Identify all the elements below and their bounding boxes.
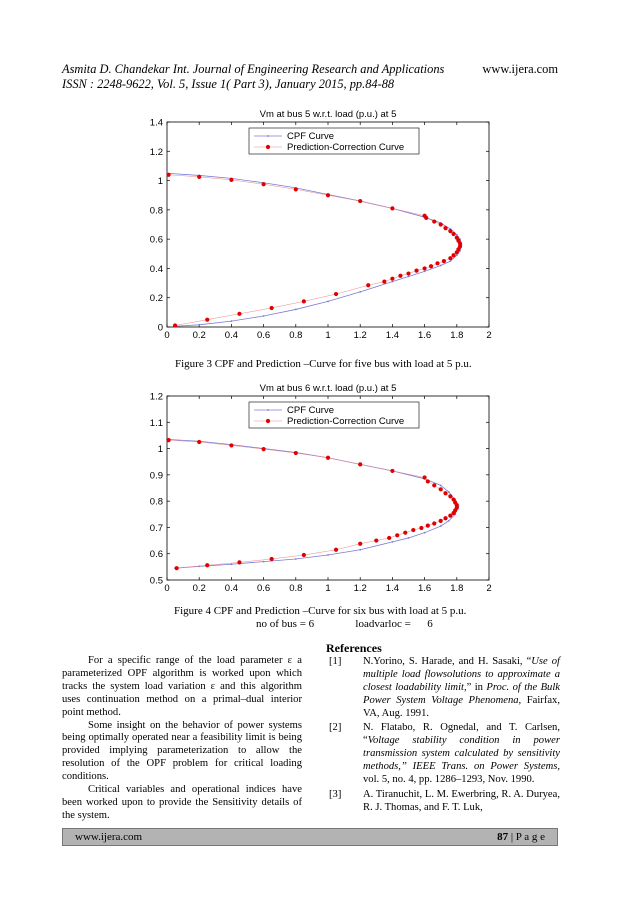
cpf-curve-line: [167, 173, 462, 326]
reference-number: [3]: [329, 788, 342, 800]
prediction-correction-point: [167, 438, 171, 442]
prediction-correction-point: [448, 256, 452, 260]
cpf-point: [263, 561, 265, 563]
y-tick-label: 1.1: [149, 417, 163, 429]
cpf-point: [424, 532, 426, 534]
cpf-point: [440, 265, 442, 267]
prediction-correction-point: [395, 533, 399, 537]
reference-rest: , Fairfax, VA, Aug. 1991.: [363, 694, 560, 719]
prediction-correction-line: [169, 175, 460, 326]
prediction-correction-point: [455, 250, 459, 254]
x-tick-label: 1.4: [385, 583, 400, 593]
reference-number: [1]: [329, 655, 342, 667]
prediction-correction-point: [237, 560, 241, 564]
prediction-correction-point: [439, 222, 443, 226]
prediction-correction-point: [205, 563, 209, 567]
y-tick-label: 0.4: [149, 263, 163, 275]
cpf-point: [359, 549, 361, 551]
prediction-correction-point: [426, 523, 430, 527]
prediction-correction-point: [423, 475, 427, 479]
prediction-correction-point: [366, 283, 370, 287]
y-tick-label: 0: [157, 322, 163, 334]
y-tick-label: 0.8: [149, 205, 163, 217]
prediction-correction-point: [262, 447, 266, 451]
y-tick-label: 1: [157, 176, 163, 188]
cpf-point: [408, 276, 410, 278]
x-tick-label: 2: [486, 583, 492, 593]
cpf-point: [448, 491, 450, 493]
prediction-correction-line: [169, 440, 457, 568]
cpf-point: [392, 281, 394, 283]
x-tick-label: 0.2: [192, 583, 206, 593]
prediction-correction-point: [382, 280, 386, 284]
cpf-point: [327, 554, 329, 556]
figure4-chart: [118, 378, 518, 593]
x-tick-label: 1.8: [450, 583, 464, 593]
legend-pc-label: Prediction-Correction Curve: [287, 416, 405, 427]
cpf-point: [263, 315, 265, 317]
y-tick-label: 0.9: [149, 470, 163, 482]
prediction-correction-point: [419, 526, 423, 530]
prediction-correction-point: [167, 173, 171, 177]
issn-line: ISSN : 2248-9622, Vol. 5, Issue 1( Part 3), January 2015, pp.84-88: [62, 77, 395, 91]
reference-venue: Proc. of the Bulk Power System Voltage Phenomena: [363, 681, 560, 706]
reference-number: [2]: [329, 722, 342, 734]
reference-authors: N.Yorino, S. Harade, and H. Sasaki, “: [363, 655, 532, 667]
prediction-correction-point: [374, 538, 378, 542]
x-tick-label: 2: [486, 330, 492, 341]
prediction-correction-point: [334, 548, 338, 552]
cpf-point: [231, 563, 233, 565]
prediction-correction-point: [302, 299, 306, 303]
x-tick-label: 0: [164, 330, 170, 341]
y-tick-label: 0.7: [149, 522, 163, 534]
paragraph-3: Critical variables and operational indices have been worked upon to provide the Sensitivity details of the system.: [62, 784, 302, 821]
prediction-correction-point: [294, 451, 298, 455]
cpf-point: [392, 541, 394, 543]
prediction-correction-point: [414, 269, 418, 273]
reference-item: [326, 789, 560, 815]
prediction-correction-point: [429, 264, 433, 268]
prediction-correction-point: [403, 531, 407, 535]
prediction-correction-point: [448, 229, 452, 233]
cpf-point: [295, 558, 297, 560]
prediction-correction-point: [423, 266, 427, 270]
cpf-point: [198, 324, 200, 326]
references-section: [326, 642, 560, 817]
prediction-correction-point: [443, 516, 447, 520]
prediction-correction-point: [358, 199, 362, 203]
cpf-point: [456, 254, 458, 256]
cpf-point: [448, 520, 450, 522]
x-tick-label: 1.6: [417, 330, 432, 341]
x-tick-label: 1: [325, 330, 331, 341]
prediction-correction-point: [432, 483, 436, 487]
x-tick-label: 1.2: [353, 330, 367, 341]
prediction-correction-point: [205, 318, 209, 322]
prediction-correction-point: [294, 187, 298, 191]
prediction-correction-point: [451, 232, 455, 236]
prediction-correction-point: [451, 253, 455, 257]
paragraph-2: Some insight on the behavior of power systems being optimally operated near a feasibility limit is being provided implying parameterization to allow the resolution of the OPF problem for critical loading conditions.: [62, 719, 302, 783]
prediction-correction-point: [432, 521, 436, 525]
reference-title: Use of multiple load flowsolutions to approximate a closest loadability limit,: [363, 655, 560, 693]
prediction-correction-point: [390, 469, 394, 473]
legend-pc-label: Prediction-Correction Curve: [287, 142, 405, 153]
prediction-correction-point: [398, 274, 402, 278]
y-tick-label: 1.2: [149, 391, 163, 403]
reference-item: [326, 722, 560, 787]
cpf-point: [424, 270, 426, 272]
reference-text: A. Tiranuchit, L. M. Ewerbring, R. A. Duryea, R. J. Thomas, and F. T. Luk,: [363, 788, 560, 813]
journal-header: Asmita D. Chandekar Int. Journal of Engineering Research and Applications: [62, 62, 445, 76]
prediction-correction-point: [424, 216, 428, 220]
prediction-correction-point: [390, 277, 394, 281]
paragraph-1: For a specific range of the load parameter ε a parameterized OPF algorithm is worked upon which tracks the system load variation ε and this algorithm uses continuation method on a primal–dual interior point method.: [62, 655, 302, 718]
legend-cpf-marker: [267, 135, 269, 137]
prediction-correction-point: [443, 491, 447, 495]
prediction-correction-point: [334, 292, 338, 296]
prediction-correction-point: [270, 306, 274, 310]
prediction-correction-point: [262, 182, 266, 186]
reference-rest: , vol. 5, no. 4, pp. 1286–1293, Nov. 1990.: [363, 761, 560, 786]
reference-title: Voltage stability condition in power transmission system calculated by sensitivity methods,” IEEE Trans. on Power Systems: [363, 735, 560, 773]
figure3-plot: [118, 100, 518, 350]
y-tick-label: 0.2: [149, 293, 163, 305]
reference-item: [326, 656, 560, 721]
y-tick-label: 1.4: [149, 117, 163, 129]
page-number: 87: [497, 831, 509, 843]
reference-mid: ” in: [466, 681, 487, 693]
x-tick-label: 0: [164, 583, 170, 593]
prediction-correction-point: [443, 226, 447, 230]
chart-title: Vm at bus 6 w.r.t. load (p.u.) at 5: [259, 383, 397, 394]
x-tick-label: 1: [325, 583, 331, 593]
prediction-correction-point: [270, 557, 274, 561]
prediction-correction-point: [439, 519, 443, 523]
references-heading: References: [326, 641, 382, 655]
prediction-correction-point: [326, 193, 330, 197]
prediction-correction-point: [358, 462, 362, 466]
prediction-correction-point: [448, 494, 452, 498]
prediction-correction-point: [448, 514, 452, 518]
prediction-correction-point: [442, 259, 446, 263]
prediction-correction-point: [326, 456, 330, 460]
x-tick-label: 0.2: [192, 330, 206, 341]
prediction-correction-point: [229, 178, 233, 182]
cpf-point: [359, 291, 361, 293]
prediction-correction-point: [175, 566, 179, 570]
legend-pc-marker: [266, 419, 270, 423]
y-tick-label: 0.6: [149, 234, 163, 246]
x-tick-label: 0.8: [289, 330, 303, 341]
prediction-correction-point: [387, 536, 391, 540]
cpf-curve-line: [167, 439, 458, 568]
figure3-chart: [118, 100, 518, 350]
prediction-correction-point: [302, 553, 306, 557]
y-tick-label: 0.6: [149, 549, 163, 561]
prediction-correction-point: [426, 479, 430, 483]
prediction-correction-point: [197, 440, 201, 444]
footer-page-number: [497, 831, 545, 843]
x-tick-label: 0.8: [289, 583, 303, 593]
prediction-correction-point: [229, 443, 233, 447]
prediction-correction-point: [390, 206, 394, 210]
cpf-point: [449, 260, 451, 262]
x-tick-label: 0.6: [256, 583, 271, 593]
prediction-correction-point: [406, 271, 410, 275]
figure3-caption: Figure 3 CPF and Prediction –Curve for five bus with load at 5 p.u.: [175, 358, 472, 370]
y-tick-label: 1.2: [149, 146, 163, 158]
x-tick-label: 1.2: [353, 583, 367, 593]
y-tick-label: 0.5: [149, 575, 163, 587]
footer-site-url[interactable]: www.ijera.com: [75, 831, 143, 843]
reference-authors: N. Flatabo, R. Ognedal, and T. Carlsen, “: [363, 722, 560, 747]
legend-pc-marker: [266, 145, 270, 149]
cpf-point: [231, 320, 233, 322]
cpf-point: [440, 525, 442, 527]
reference-text: [363, 656, 560, 721]
chart-title: Vm at bus 5 w.r.t. load (p.u.) at 5: [259, 109, 397, 120]
x-tick-label: 0.4: [224, 330, 239, 341]
x-tick-label: 1.4: [385, 330, 400, 341]
prediction-correction-point: [435, 261, 439, 265]
prediction-correction-point: [197, 175, 201, 179]
x-tick-label: 1.6: [417, 583, 432, 593]
prediction-correction-point: [358, 542, 362, 546]
cpf-point: [295, 309, 297, 311]
prediction-correction-point: [432, 219, 436, 223]
x-tick-label: 0.4: [224, 583, 239, 593]
reference-text: [363, 722, 560, 787]
cpf-point: [408, 537, 410, 539]
y-tick-label: 1: [157, 444, 163, 456]
header-site-url[interactable]: www.ijera.com: [482, 62, 558, 76]
prediction-correction-point: [173, 323, 177, 327]
page-footer: [62, 828, 558, 846]
legend-cpf-label: CPF Curve: [287, 405, 334, 416]
cpf-point: [440, 484, 442, 486]
page-label: | P a g e: [508, 831, 545, 843]
figure4-plot: [118, 378, 518, 593]
legend-cpf-marker: [267, 409, 269, 411]
prediction-correction-point: [411, 528, 415, 532]
prediction-correction-point: [237, 312, 241, 316]
body-left-column: [62, 655, 302, 823]
legend-cpf-label: CPF Curve: [287, 131, 334, 142]
x-tick-label: 0.6: [256, 330, 271, 341]
x-tick-label: 1.8: [450, 330, 464, 341]
cpf-point: [327, 300, 329, 302]
figure4-caption: Figure 4 CPF and Prediction –Curve for six bus with load at 5 p.u.: [174, 605, 467, 617]
prediction-correction-point: [439, 487, 443, 491]
cpf-point: [456, 234, 458, 236]
y-tick-label: 0.8: [149, 496, 163, 508]
figure4-subcaption: no of bus = 6 loadvarloc = 6: [256, 618, 433, 630]
